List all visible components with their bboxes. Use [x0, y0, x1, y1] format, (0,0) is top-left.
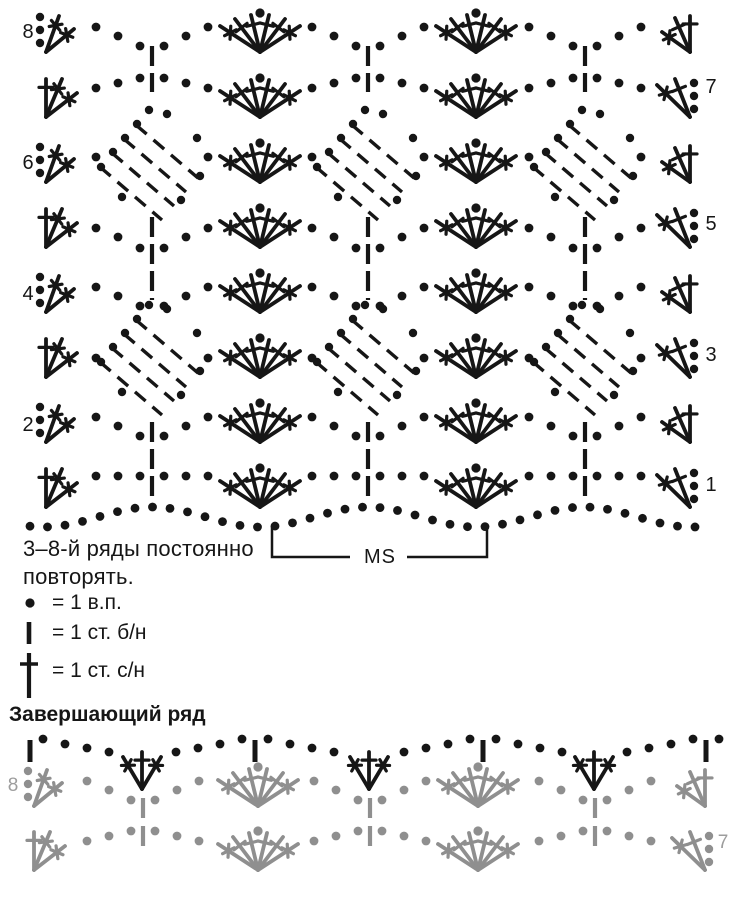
edge-halffan-left: [36, 273, 74, 312]
diagonal-stitch-cluster: [97, 106, 204, 220]
legend-dc-label: = 1 ст. с/н: [52, 659, 146, 682]
diagonal-stitch-cluster: [313, 301, 420, 415]
legend-sc-label: = 1 ст. б/н: [52, 621, 147, 644]
edge-halffan-left: [39, 469, 77, 507]
edge-halffan-left: [36, 403, 74, 442]
gray-edge-halffan-right: [677, 770, 712, 806]
edge-halffan-right: [662, 406, 697, 442]
edge-halffan-left: [36, 143, 74, 182]
edge-halffan-right: [657, 469, 698, 507]
finishing-dc-cluster: [573, 752, 614, 789]
edge-halffan-right: [657, 339, 698, 377]
edge-halffan-left: [39, 79, 77, 117]
finishing-dc-cluster: [348, 752, 389, 789]
diagonal-stitch-cluster: [97, 301, 204, 415]
finishing-black-row: [30, 735, 723, 762]
diagonal-stitch-cluster: [530, 106, 637, 220]
ms-repeat-label: MS: [364, 546, 396, 568]
row-number-left-2: 2: [22, 414, 34, 436]
gray-row-number-8: 8: [7, 775, 19, 796]
edge-halffan-right: [657, 209, 698, 247]
gray-edge-halffan-left: [27, 832, 65, 870]
finishing-row-heading: Завершающий ряд: [9, 703, 206, 726]
row-number-right-1: 1: [705, 474, 717, 496]
chain-dot-row: [92, 9, 646, 51]
edge-halffan-left: [36, 13, 74, 52]
diagonal-stitch-cluster: [530, 301, 637, 415]
legend-symbols: [20, 598, 38, 698]
edge-halffan-right: [662, 146, 697, 182]
legend-chain-label: = 1 в.п.: [52, 591, 122, 614]
repeat-note-line2: повторять.: [23, 564, 134, 589]
edge-halffan-left: [39, 339, 77, 377]
row-number-left-8: 8: [22, 21, 34, 43]
finishing-dc-cluster: [121, 752, 162, 789]
base-chain-row: [26, 503, 700, 532]
gray-edge-halffan-left: [24, 767, 62, 806]
row-number-left-6: 6: [22, 152, 34, 174]
edge-halffan-right: [662, 16, 697, 52]
row-number-left-4: 4: [22, 283, 34, 305]
edge-halffan-right: [657, 79, 698, 117]
row-number-right-3: 3: [705, 344, 717, 366]
repeat-note-line1: 3–8-й ряды постоянно: [23, 536, 254, 561]
diagonal-stitch-cluster: [313, 106, 420, 220]
gray-row-number-7: 7: [717, 832, 729, 853]
edge-halffan-left: [39, 209, 77, 247]
row-number-right-5: 5: [705, 213, 717, 235]
edge-halffan-right: [662, 276, 697, 312]
gray-edge-halffan-right: [672, 832, 713, 870]
row-number-right-7: 7: [705, 76, 717, 98]
